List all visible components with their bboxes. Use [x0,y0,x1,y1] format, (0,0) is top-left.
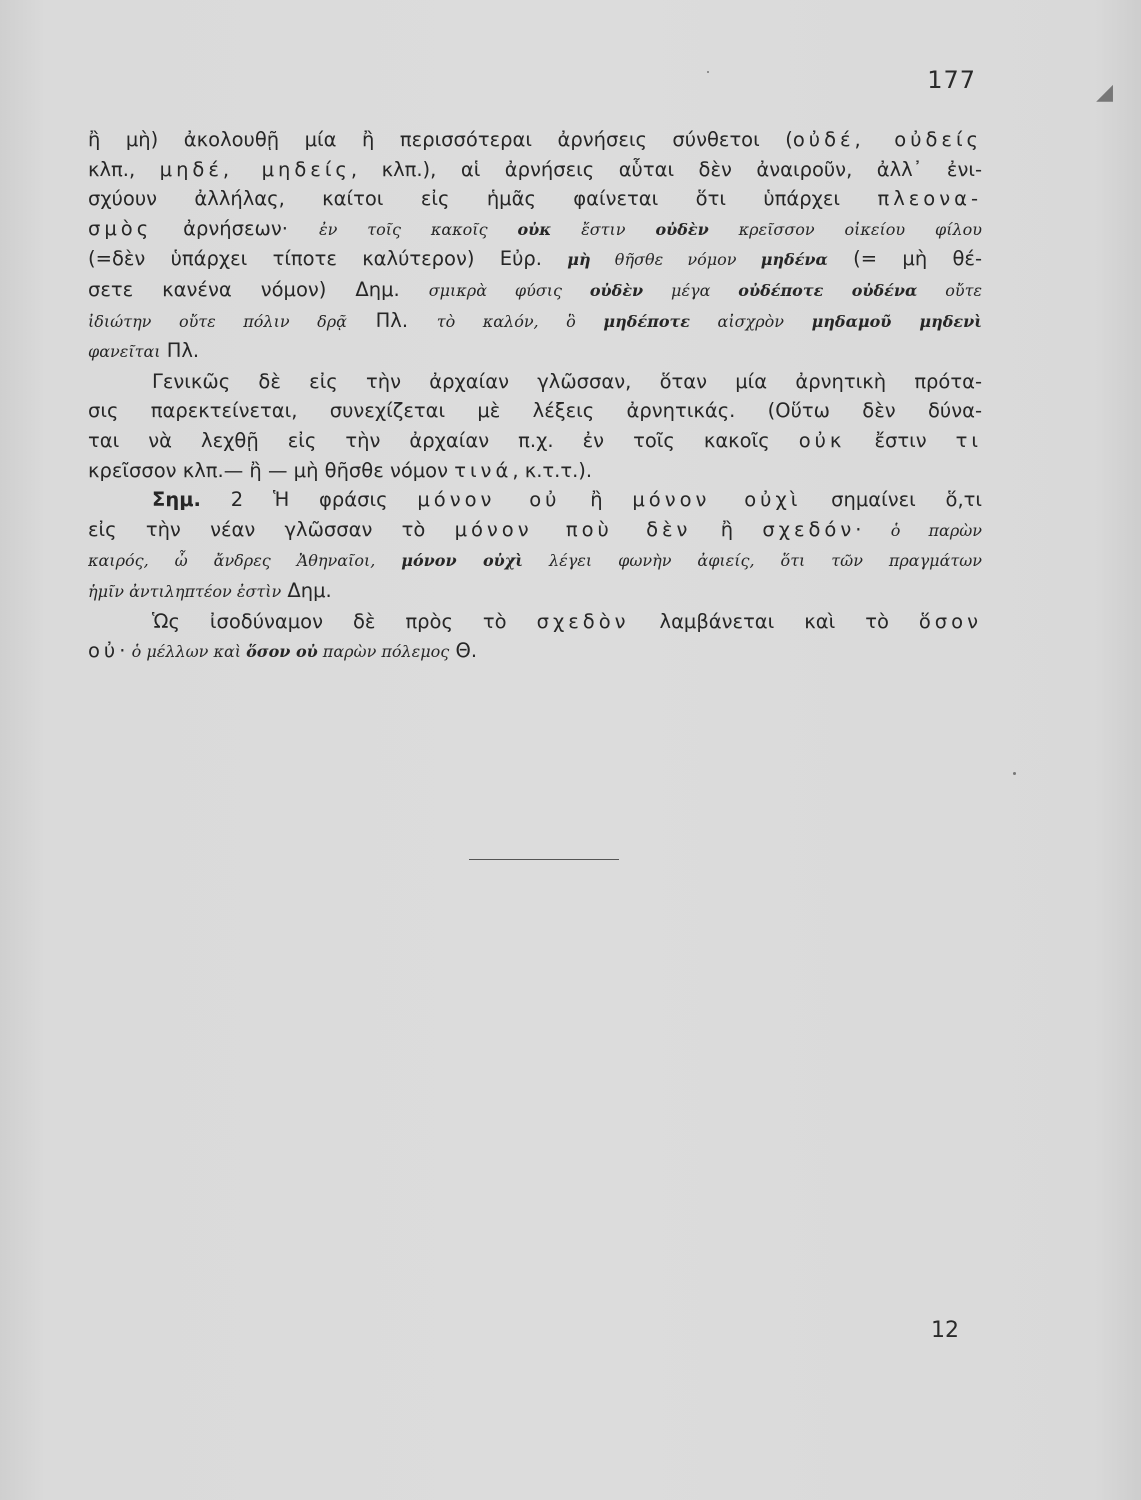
text-line: ἰδιώτην οὔτε πόλιν δρᾷ Πλ. τὸ καλόν, ὃ μηδέποτε αἰσχρὸν μηδαμοῦ μηδενὶ [88,308,982,332]
signature-number: 12 [931,1318,959,1343]
text-line: καιρός, ὦ ἄνδρες Ἀθηναῖοι, μόνον οὐχὶ λέγει φωνὴν ἀφιείς, ὅτι τῶν πραγμάτων [88,551,982,571]
text-line: σετε κανένα νόμον) Δημ. σμικρὰ φύσις οὐδὲν μέγα οὐδέποτε οὐδένα οὔτε [88,277,982,301]
text-line: κλπ., μηδέ, μηδείς, κλπ.), αἱ ἀρνήσεις αὗται δὲν ἀναιροῦν, ἀλλ᾽ ἐνι- [88,157,982,181]
text-line: ἡμῖν ἀντιληπτέον ἐστὶν Δημ. [88,578,332,602]
text-line: οὐ· ὁ μέλλων καὶ ὅσον οὐ παρὼν πόλεμος Θ. [88,639,478,663]
text-line: σμὸς ἀρνήσεων· ἐν τοῖς κακοῖς οὐκ ἔστιν οὐδὲν κρεῖσσον οἰκείου φίλου [88,216,982,240]
paper-speck [707,71,709,73]
text-line: σχύουν ἀλλήλας, καίτοι εἰς ἡμᾶς φαίνεται ὅτι ὑπάρχει πλεονα- [88,187,982,211]
paragraph-3 [88,485,982,606]
text-line: Γενικῶς δὲ εἰς τὴν ἀρχαίαν γλῶσσαν, ὅταν μία ἀρνητικὴ πρότα- [152,369,982,393]
text-line: ται νὰ λεχθῇ εἰς τὴν ἀρχαίαν π.χ. ἐν τοῖς κακοῖς οὐκ ἔστιν τι [88,428,982,452]
paragraph-2 [88,367,982,485]
text-line: εἰς τὴν νέαν γλῶσσαν τὸ μόνον ποὺ δὲν ἢ σχεδόν· ὁ παρὼν [88,517,982,541]
text-line: Σημ. 2 Ἡ φράσις μόνον οὐ ἢ μόνον οὐχὶ σημαίνει ὅ,τι [152,488,982,512]
text-line: σις παρεκτείνεται, συνεχίζεται μὲ λέξεις ἀρνητικάς. (Οὕτω δὲν δύνα- [88,399,982,423]
paragraph-1 [88,125,982,367]
page-number: 177 [927,66,976,94]
text-line: Ὡς ἰσοδύναμον δὲ πρὸς τὸ σχεδὸν λαμβάνεται καὶ τὸ ὅσον [152,609,982,633]
corner-mark: ◢ [1096,80,1113,105]
text-line: κρεῖσσον κλπ.— ἢ — μὴ θῆσθε νόμον τινά, κ.τ.τ.). [88,458,593,482]
paragraph-4 [88,607,982,667]
body-text [88,125,982,667]
text-line: (=δὲν ὑπάρχει τίποτε καλύτερον) Εὐρ. μὴ θῆσθε νόμον μηδένα (= μὴ θέ- [88,247,982,271]
note-label: Σημ. [152,488,201,512]
text-line: φανεῖται Πλ. [88,339,200,363]
text-line: ἢ μὴ) ἀκολουθῇ μία ἢ περισσότεραι ἀρνήσεις σύνθετοι (οὐδέ, οὐδείς [88,128,982,151]
paper-speck [1013,772,1016,775]
section-end-rule [469,859,619,860]
